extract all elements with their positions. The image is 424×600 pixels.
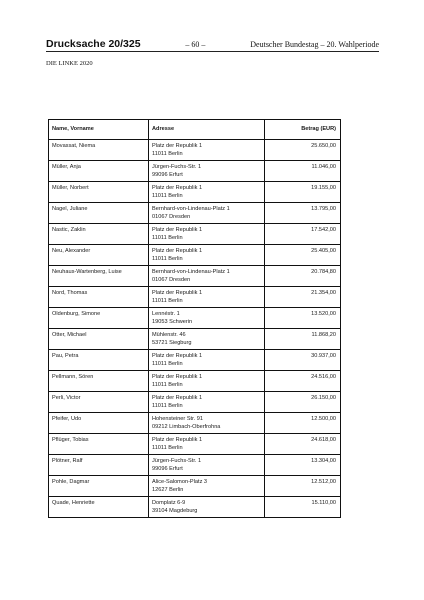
address-city: 11011 Berlin: [152, 298, 183, 304]
table-row: [49, 329, 341, 350]
table-row: [49, 371, 341, 392]
donation-amount: 24.618,00: [265, 434, 341, 455]
donor-address: [149, 455, 265, 476]
donor-address: [149, 329, 265, 350]
donation-amount: 19.155,00: [265, 182, 341, 203]
address-street: Platz der Republik 1: [152, 437, 203, 443]
donation-amount: 17.542,00: [265, 224, 341, 245]
donor-address: [149, 224, 265, 245]
donation-amount: 25.650,00: [265, 140, 341, 161]
address-city: 39104 Magdeburg: [152, 508, 198, 514]
address-street: Platz der Republik 1: [152, 374, 203, 380]
donor-address: [149, 266, 265, 287]
donor-name: Nastic, Zaklin: [49, 224, 149, 245]
donor-address: [149, 245, 265, 266]
donation-amount: 13.520,00: [265, 308, 341, 329]
address-street: Platz der Republik 1: [152, 227, 203, 233]
column-header-name: Name, Vorname: [49, 120, 149, 140]
table-row: [49, 224, 341, 245]
donation-amount: 13.304,00: [265, 455, 341, 476]
donor-name: Pflüger, Tobias: [49, 434, 149, 455]
donation-amount: 11.046,00: [265, 161, 341, 182]
address-city: 53721 Siegburg: [152, 340, 192, 346]
address-city: 11011 Berlin: [152, 235, 183, 241]
table-row: [49, 497, 341, 518]
donor-name: Otter, Michael: [49, 329, 149, 350]
address-city: 11011 Berlin: [152, 403, 183, 409]
donor-address: [149, 392, 265, 413]
table-row: [49, 182, 341, 203]
address-city: 01067 Dresden: [152, 214, 191, 220]
donor-name: Plötner, Ralf: [49, 455, 149, 476]
donor-name: Movassat, Niema: [49, 140, 149, 161]
donation-amount: 13.795,00: [265, 203, 341, 224]
donation-amount: 20.784,80: [265, 266, 341, 287]
address-street: Bernhard-von-Lindenau-Platz 1: [152, 206, 230, 212]
column-header-address: Adresse: [149, 120, 265, 140]
donor-name: Nagel, Juliane: [49, 203, 149, 224]
address-street: Domplatz 6-9: [152, 500, 186, 506]
address-city: 11011 Berlin: [152, 151, 183, 157]
address-city: 99096 Erfurt: [152, 466, 183, 472]
donor-name: Nord, Thomas: [49, 287, 149, 308]
address-street: Alice-Salomon-Platz 3: [152, 479, 208, 485]
donor-address: [149, 350, 265, 371]
donor-address: [149, 371, 265, 392]
legislative-period: Deutscher Bundestag – 20. Wahlperiode: [250, 40, 379, 49]
donor-address: [149, 413, 265, 434]
donation-amount: 12.512,00: [265, 476, 341, 497]
address-city: 11011 Berlin: [152, 382, 183, 388]
address-city: 99096 Erfurt: [152, 172, 183, 178]
donor-name: Pfeifer, Udo: [49, 413, 149, 434]
table-row: [49, 455, 341, 476]
table-body: [49, 140, 341, 518]
address-street: Jürgen-Fuchs-Str. 1: [152, 458, 202, 464]
donor-name: Neuhaus-Wartenberg, Luise: [49, 266, 149, 287]
table-row: [49, 245, 341, 266]
donation-amount: 12.500,00: [265, 413, 341, 434]
table-row: [49, 392, 341, 413]
donor-name: Oldenburg, Simone: [49, 308, 149, 329]
donation-table: [48, 119, 341, 518]
address-street: Jürgen-Fuchs-Str. 1: [152, 164, 202, 170]
donation-amount: 30.937,00: [265, 350, 341, 371]
donor-address: [149, 182, 265, 203]
address-city: 19053 Schwerin: [152, 319, 193, 325]
donation-amount: 26.150,00: [265, 392, 341, 413]
donation-amount: 24.516,00: [265, 371, 341, 392]
address-street: Platz der Republik 1: [152, 395, 203, 401]
address-city: 11011 Berlin: [152, 361, 183, 367]
donor-name: Quade, Henriette: [49, 497, 149, 518]
donation-amount: 25.405,00: [265, 245, 341, 266]
address-city: 12627 Berlin: [152, 487, 184, 493]
table-row: [49, 266, 341, 287]
address-street: Platz der Republik 1: [152, 248, 203, 254]
table-row: [49, 413, 341, 434]
table-header-row: [49, 120, 341, 140]
donation-amount: 21.354,00: [265, 287, 341, 308]
address-city: 11011 Berlin: [152, 445, 183, 451]
address-city: 11011 Berlin: [152, 193, 183, 199]
address-street: Lennéstr. 1: [152, 311, 180, 317]
donor-name: Perli, Victor: [49, 392, 149, 413]
page-number: – 60 –: [185, 40, 206, 49]
donor-name: Müller, Norbert: [49, 182, 149, 203]
address-street: Platz der Republik 1: [152, 143, 203, 149]
table-row: [49, 140, 341, 161]
table-row: [49, 161, 341, 182]
address-city: 11011 Berlin: [152, 256, 183, 262]
address-street: Mühlenstr. 46: [152, 332, 186, 338]
donor-address: [149, 434, 265, 455]
donation-amount: 11.868,20: [265, 329, 341, 350]
donor-address: [149, 308, 265, 329]
table-row: [49, 476, 341, 497]
column-header-amount: Betrag (EUR): [265, 120, 341, 140]
donor-address: [149, 287, 265, 308]
header-divider: [46, 51, 379, 52]
table-row: [49, 350, 341, 371]
address-street: Platz der Republik 1: [152, 290, 203, 296]
donor-name: Pohle, Dagmar: [49, 476, 149, 497]
donor-address: [149, 140, 265, 161]
donor-name: Neu, Alexander: [49, 245, 149, 266]
donor-address: [149, 203, 265, 224]
donor-name: Pellmann, Sören: [49, 371, 149, 392]
address-city: 09212 Limbach-Oberfrohna: [152, 424, 221, 430]
running-header: [46, 38, 379, 50]
donor-name: Pau, Petra: [49, 350, 149, 371]
table-row: [49, 434, 341, 455]
party-year-label: DIE LINKE 2020: [46, 60, 93, 67]
address-city: 01067 Dresden: [152, 277, 191, 283]
table-row: [49, 203, 341, 224]
donor-address: [149, 161, 265, 182]
address-street: Platz der Republik 1: [152, 353, 203, 359]
address-street: Platz der Republik 1: [152, 185, 203, 191]
address-street: Bernhard-von-Lindenau-Platz 1: [152, 269, 230, 275]
donor-address: [149, 476, 265, 497]
donor-name: Müller, Anja: [49, 161, 149, 182]
address-street: Hohensteiner Str. 91: [152, 416, 203, 422]
table-row: [49, 287, 341, 308]
donor-address: [149, 497, 265, 518]
document-number: Drucksache 20/325: [46, 38, 141, 50]
donation-amount: 15.110,00: [265, 497, 341, 518]
table-row: [49, 308, 341, 329]
